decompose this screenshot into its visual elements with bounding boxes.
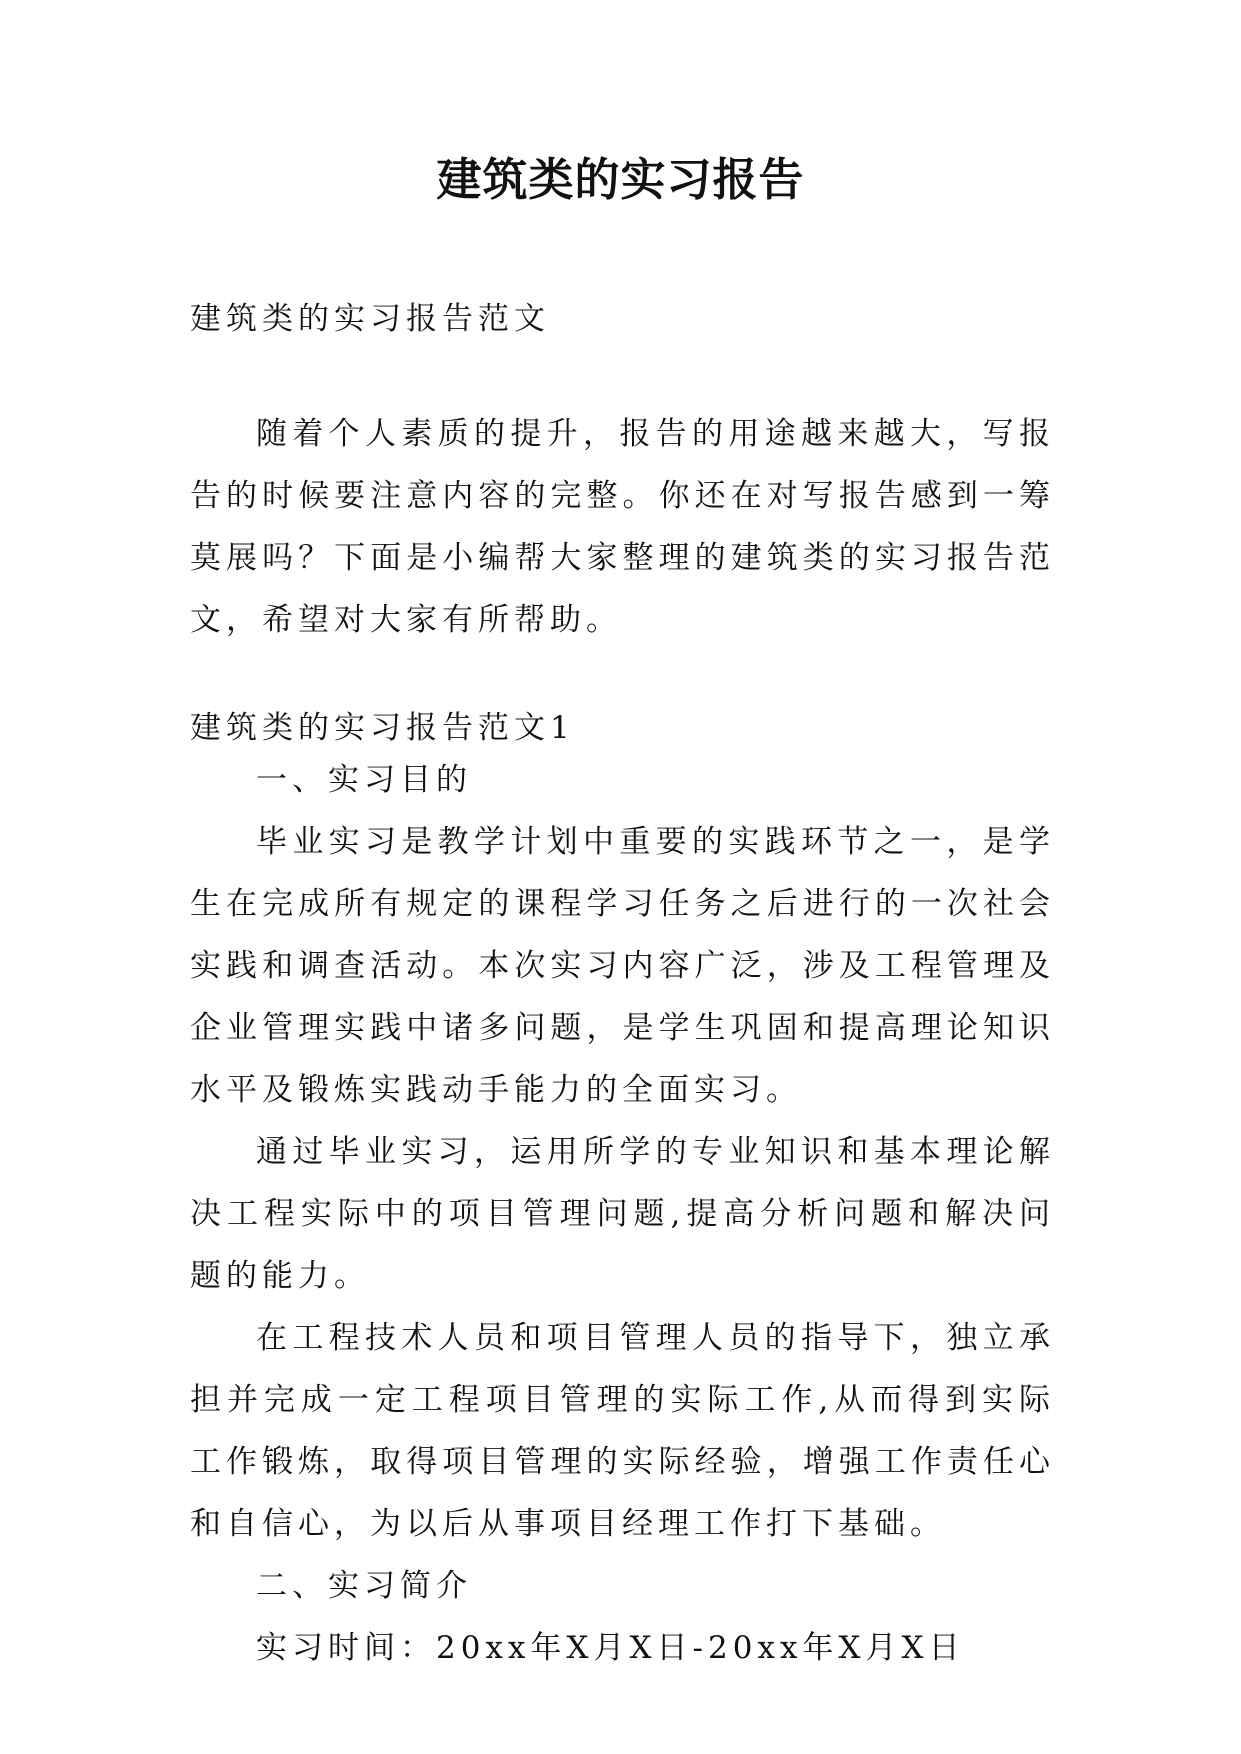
intro-paragraph: 随着个人素质的提升，报告的用途越来越大，写报告的时候要注意内容的完整。你还在对写报告感到一筹莫展吗？下面是小编帮大家整理的建筑类的实习报告范文，希望对大家有所帮助。	[190, 416, 1055, 638]
content-block	[190, 749, 1055, 1679]
paragraph-purpose-3: 在工程技术人员和项目管理人员的指导下，独立承担并完成一定工程项目管理的实际工作,从而得到实际工作锻炼，取得项目管理的实际经验，增强工作责任心和自信心，为以后从事项目经理工作打下基础。	[190, 1320, 1055, 1542]
internship-time: 实习时间：20xx年X月X日-20xx年X月X日	[256, 1630, 965, 1666]
document-title: 建筑类的实习报告	[436, 153, 805, 206]
document-subtitle: 建筑类的实习报告范文	[190, 301, 550, 337]
paragraph-purpose-2: 通过毕业实习，运用所学的专业知识和基本理论解决工程实际中的项目管理问题,提高分析问题和解决问题的能力。	[190, 1134, 1055, 1294]
heading-internship-intro: 二、实习简介	[256, 1568, 472, 1604]
section-heading: 建筑类的实习报告范文1	[190, 710, 575, 746]
paragraph-purpose-1: 毕业实习是教学计划中重要的实践环节之一，是学生在完成所有规定的课程学习任务之后进行的一次社会实践和调查活动。本次实习内容广泛，涉及工程管理及企业管理实践中诸多问题，是学生巩固和提高理论知识水平及锻炼实践动手能力的全面实习。	[190, 824, 1055, 1108]
heading-internship-purpose: 一、实习目的	[256, 762, 472, 798]
